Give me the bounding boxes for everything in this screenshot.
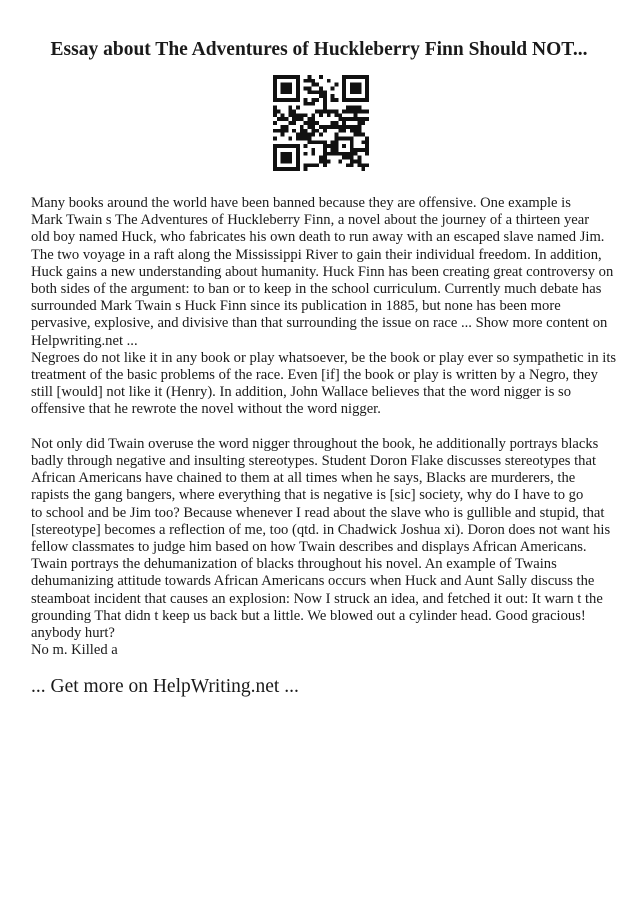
essay-paragraph — [31, 195, 615, 350]
text-line: old boy named Huck, who fabricates his own death to run away with an escaped slave named Jim. — [31, 229, 605, 246]
text-line: surrounded Mark Twain s Huck Finn since its publication in 1885, but none has been more — [31, 298, 561, 315]
text-line: anybody hurt? — [31, 625, 115, 642]
text-line: steamboat incident that causes an explosion: Now I struck an idea, and fetched it out: It warn t the — [31, 590, 603, 607]
text-line: African Americans have chained to them at all times when he says, Blacks are murderers, the — [31, 470, 576, 487]
document-title: Essay about The Adventures of Huckleberry Finn Should NOT... — [50, 39, 588, 60]
text-line: Huck gains a new understanding about humanity. Huck Finn has been creating great controversy on — [31, 263, 614, 280]
text-line: pervasive, explosive, and divisive than that surrounding the issue on race ... Show more content on — [31, 315, 608, 332]
text-line: offensive that he rewrote the novel without the word nigger. — [31, 401, 381, 418]
text-line: Many books around the world have been banned because they are offensive. One example is — [31, 195, 571, 211]
essay-paragraph — [31, 350, 615, 419]
text-line: Helpwriting.net ... — [31, 332, 138, 349]
text-line: No m. Killed a — [31, 642, 118, 659]
text-line: [stereotype] becomes a reflection of me, too (qtd. in Chadwick Joshua xi). Doron does not want his — [31, 521, 611, 538]
essay-paragraph — [31, 436, 615, 660]
qr-code-icon — [273, 75, 369, 171]
text-line: both sides of the argument: to ban or to keep in the school curriculum. Currently much debate has — [31, 281, 602, 298]
text-line: Negroes do not like it in any book or play whatsoever, be the book or play ever so sympathetic in its — [31, 349, 617, 366]
text-line: Mark Twain s The Adventures of Huckleberry Finn, a novel about the journey of a thirteen year — [31, 212, 590, 229]
text-line: dehumanizing attitude towards African Americans occurs when Huck and Aunt Sally discuss the — [31, 573, 595, 590]
text-line: fellow classmates to judge him based on how Twain describes and displays African Americans. — [31, 539, 587, 556]
get-more-link[interactable]: ... Get more on HelpWriting.net ... — [31, 676, 299, 697]
text-line: badly through negative and insulting stereotypes. Student Doron Flake discusses stereotypes that — [31, 453, 597, 470]
text-line: to school and be Jim too? Because whenever I read about the slave who is gullible and stupid, that — [31, 504, 605, 521]
text-line: The two voyage in a raft along the Mississippi River to gain their individual freedom. In addition, — [31, 246, 602, 263]
text-line: still [would] not like it (Henry). In addition, John Wallace believes that the word nigger is so — [31, 384, 572, 401]
essay-body — [31, 195, 615, 659]
text-line: grounding That didn t keep us back but a little. We blowed out a cylinder head. Good gracious! — [31, 607, 586, 624]
text-line: treatment of the basic problems of the race. Even [if] the book or play is written by a Negro, they — [31, 367, 598, 384]
text-line: Not only did Twain overuse the word nigger throughout the book, he additionally portrays blacks — [31, 435, 599, 452]
text-line: rapists the gang bangers, where everything that is negative is [sic] society, why do I have to go — [31, 487, 584, 504]
text-line: Twain portrays the dehumanization of blacks throughout his novel. An example of Twains — [31, 556, 557, 573]
